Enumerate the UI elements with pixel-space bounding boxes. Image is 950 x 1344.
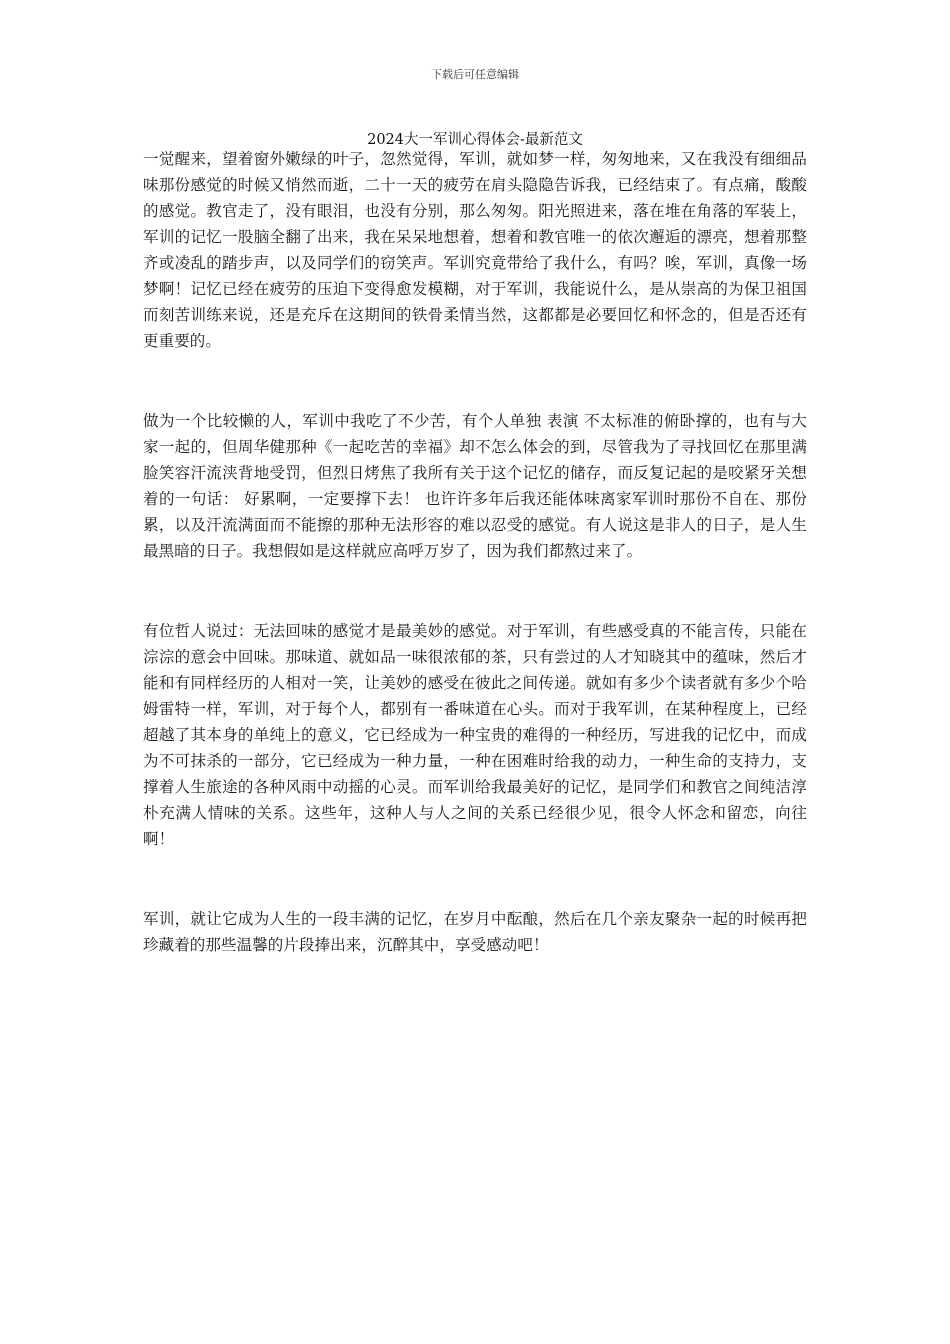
paragraph-4: 军训，就让它成为人生的一段丰满的记忆，在岁月中酝酿，然后在几个亲友聚杂一起的时候再把珍藏着的那些温馨的片段捧出来，沉醉其中，享受感动吧！	[143, 910, 807, 954]
header-note: 下载后可任意编辑	[431, 68, 519, 81]
document-title: 2024大一军训心得体会-最新范文	[367, 132, 583, 148]
paragraph-spacer	[143, 354, 807, 408]
paragraph-3: 有位哲人说过：无法回味的感觉才是最美妙的感觉。对于军训，有些感受真的不能言传，只能在淙淙的意会中回味。那味道、就如品一味很浓郁的茶，只有尝过的人才知晓其中的蕴味，然后才能和有同样经历的人相对一笑，让美妙的感受在彼此之间传递。就如有多少个读者就有多少个哈姆雷特一样，军训，对于每个人，都别有一番味道在心头。而对于我军训，在某种程度上，已经超越了其本身的单纯上的意义，它已经成为一种宝贵的难得的一种经历，写进我的记忆中，而成为不可抹杀的一部分，它已经成为一种力量，一种在困难时给我的动力，一种生命的支持力，支撑着人生旅途的各种风雨中动摇的心灵。而军训给我最美好的记忆，是同学们和教官之间纯洁淳朴充满人情味的关系。这些年，这种人与人之间的关系已经很少见，很令人怀念和留恋，向往啊！	[143, 622, 807, 848]
paragraph-spacer	[143, 564, 807, 618]
paragraph-1: 一觉醒来，望着窗外嫩绿的叶子，忽然觉得，军训，就如梦一样，匆匆地来，又在我没有细细品味那份感觉的时候又悄然而逝，二十一天的疲劳在肩头隐隐告诉我，已经结束了。有点痛，酸酸的感觉。教官走了，没有眼泪，也没有分别，那么匆匆。阳光照进来，落在堆在角落的军装上，军训的记忆一股脑全翻了出来，我在呆呆地想着，想着和教官唯一的依次邂逅的漂亮，想着那整齐或凌乱的踏步声，以及同学们的窃笑声。军训究竟带给了我什么，有吗？唉，军训，真像一场梦啊！记忆已经在疲劳的压迫下变得愈发模糊，对于军训，我能说什么，是从崇高的为保卫祖国而刻苦训练来说，还是充斥在这期间的铁骨柔情当然，这都都是必要回忆和怀念的，但是否还有更重要的。	[143, 150, 807, 350]
paragraph-spacer	[143, 852, 807, 906]
paragraph-2: 做为一个比较懒的人，军训中我吃了不少苦，有个人单独 表演 不太标准的俯卧撑的，也有与大家一起的，但周华健那种《一起吃苦的幸福》却不怎么体会的到，尽管我为了寻找回忆在那里满脸笑容汗流浃背地受罚，但烈日烤焦了我所有关于这个记忆的储存，而反复记起的是咬紧牙关想着的一句话： 好累啊，一定要撑下去！ 也许许多年后我还能体味离家军训时那份不自在、那份累，以及汗流满面而不能擦的那种无法形容的难以忍受的感觉。有人说这是非人的日子，是人生最黑暗的日子。我想假如是这样就应高呼万岁了，因为我们都熬过来了。	[143, 412, 807, 560]
document-body	[143, 146, 807, 958]
